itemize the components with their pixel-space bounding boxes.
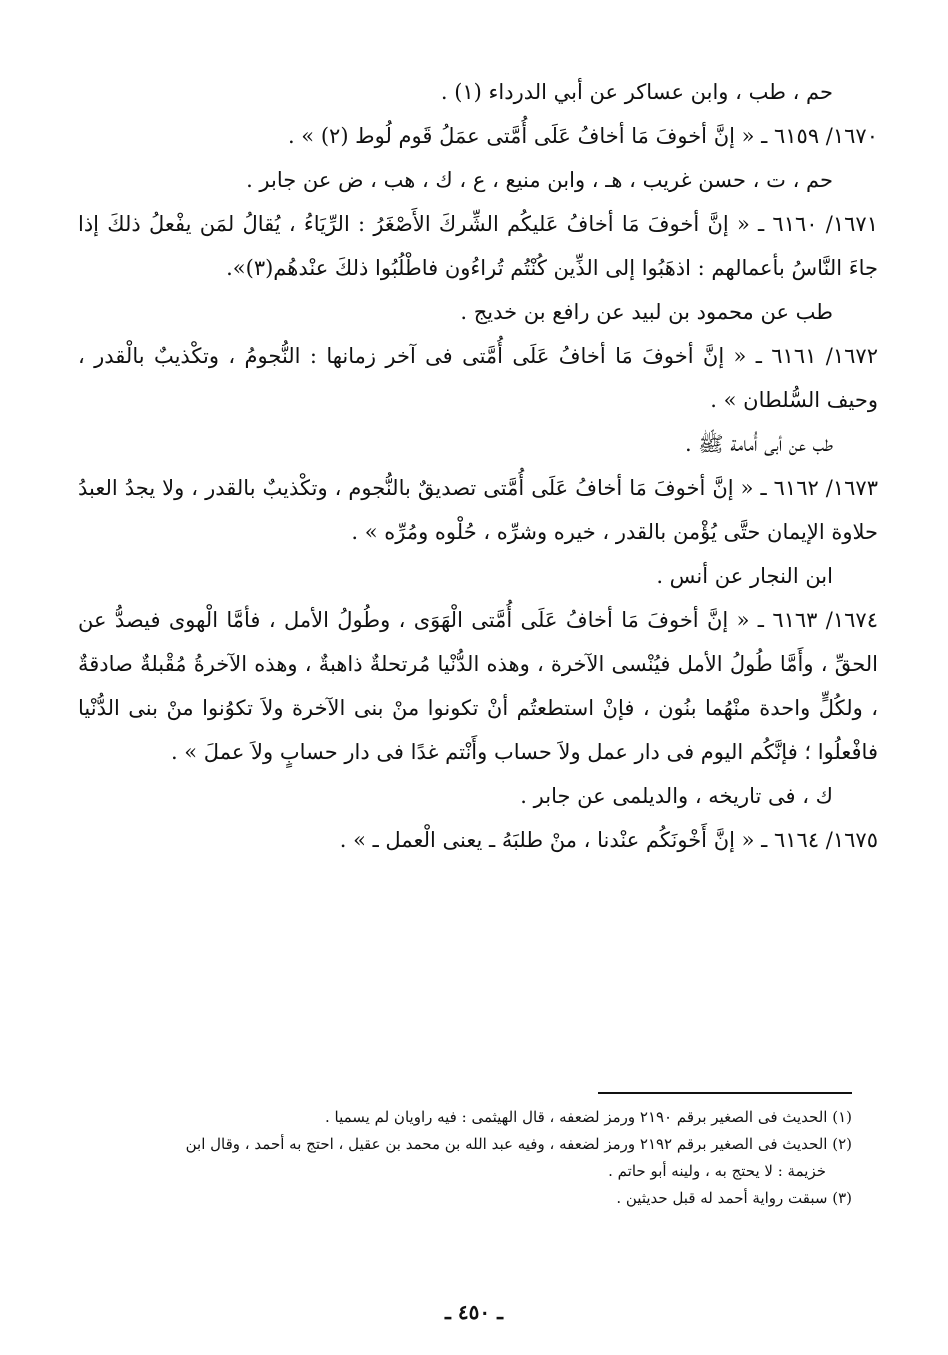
footnote: (١) الحديث فى الصغير برقم ٢١٩٠ ورمز لضعفه ، قال الهيثمى : فيه راويان لم يسميا . (324, 1108, 852, 1126)
hadith-paragraph: ١٦٧٢/ ٦١٦١ ـ « إنَّ أخوفَ مَا أخافُ عَلَى أُمَّتى فى آخر زمانها : النُّجومُ ، وتكْذيبٌ بالْقدر ، وحيف السُّلطان » . (78, 344, 878, 412)
source-line: حم ، طب ، وابن عساكر عن أبي الدرداء (١) . (440, 80, 833, 104)
hadith-paragraph: ١٦٧١/ ٦١٦٠ ـ « إنَّ أخوفَ مَا أخافُ عَليكُم الشِّركَ الأَصْغَرُ : الرِّيَاءُ ، يُقالُ لمَن يفْعلُ ذلكَ إذا جاءَ النَّاسُ بأعمالهم : اذهَبُوا إلى الذِّين كُنْتُم تُراءُون فاطْلُبُوا ذلكَ عنْدهُم(٣)». (78, 212, 878, 280)
hadith-paragraph: ١٦٧٥/ ٦١٦٤ ـ « إنَّ أَخْونَكُم عنْدنا ، منْ طلبَهُ ـ يعنى الْعمل ـ » . (339, 828, 878, 852)
source-line: حم ، ت ، حسن غريب ، هـ ، وابن منيع ، ع ، ك ، هب ، ض عن جابر . (246, 168, 833, 192)
hadith-paragraph: ١٦٧٤/ ٦١٦٣ ـ « إنَّ أخوفَ مَا أخافُ عَلَى أُمَّتى الْهَوَى ، وطُولُ الأمل ، فأمَّا الْهوى فيصدُّ عن الحقِّ ، وأَمَّا طُولُ الأمل فيُنْسى الآخرة ، وهذه الدُّنْيا مُرتحلةٌ ذاهبةٌ ، وهذه الآخرةُ مُقْبلةٌ صادقةٌ ، ولكُلٍّ واحدة منْهُما بنُون ، فإنْ استطعتُم أنْ تكونوا منْ بنى الآخرة ولاَ تكوُنوا منْ بنى الدُّنْيا فافْعلُوا ؛ فإنَّكُم اليوم فى دار عمل ولاَ حساب وأَنْتم غدًا فى دار حسابٍ ولاَ عملَ » . (78, 608, 878, 764)
source-line: ك ، فى تاريخه ، والديلمى عن جابر . (520, 784, 833, 808)
page-number: ـ ٤٥٠ ـ (445, 1300, 503, 1324)
source-line: طب عن أبى أُمامة ﷺ . (684, 432, 833, 456)
hadith-paragraph: ١٦٧٣/ ٦١٦٢ ـ « إنَّ أخوفَ مَا أخافُ عَلَى أُمَّتى تصديقٌ بالنُّجوم ، وتكْذيبٌ بالقدر ، ولا يجدُ العبدُ حلاوة الإيمان حتَّى يُؤْمن بالقدر ، خيره وشرِّه ، حُلْوه ومُرِّه » . (78, 476, 878, 544)
hadith-paragraph: ١٦٧٠/ ٦١٥٩ ـ « إنَّ أخوفَ مَا أخافُ عَلَى أُمَّتى عمَلُ قَوم لُوط (٢) » . (287, 124, 878, 148)
footnote: (٢) الحديث فى الصغير برقم ٢١٩٢ ورمز لضعفه ، وفيه عبد الله بن محمد بن عقيل ، احتج به أحمد ، وقال ابن (185, 1135, 852, 1153)
source-line: طب عن محمود بن لبيد عن رافع بن خديج . (460, 300, 833, 324)
footnote: (٣) سبقت رواية أحمد له قبل حديثين . (616, 1189, 852, 1207)
hadith-text-block (78, 70, 878, 862)
footnotes (78, 1104, 852, 1212)
footnote-divider (598, 1092, 852, 1094)
footnote-continuation: خزيمة : لا يحتج به ، ولينه أبو حاتم . (608, 1162, 826, 1180)
source-line: ابن النجار عن أنس . (656, 564, 833, 588)
